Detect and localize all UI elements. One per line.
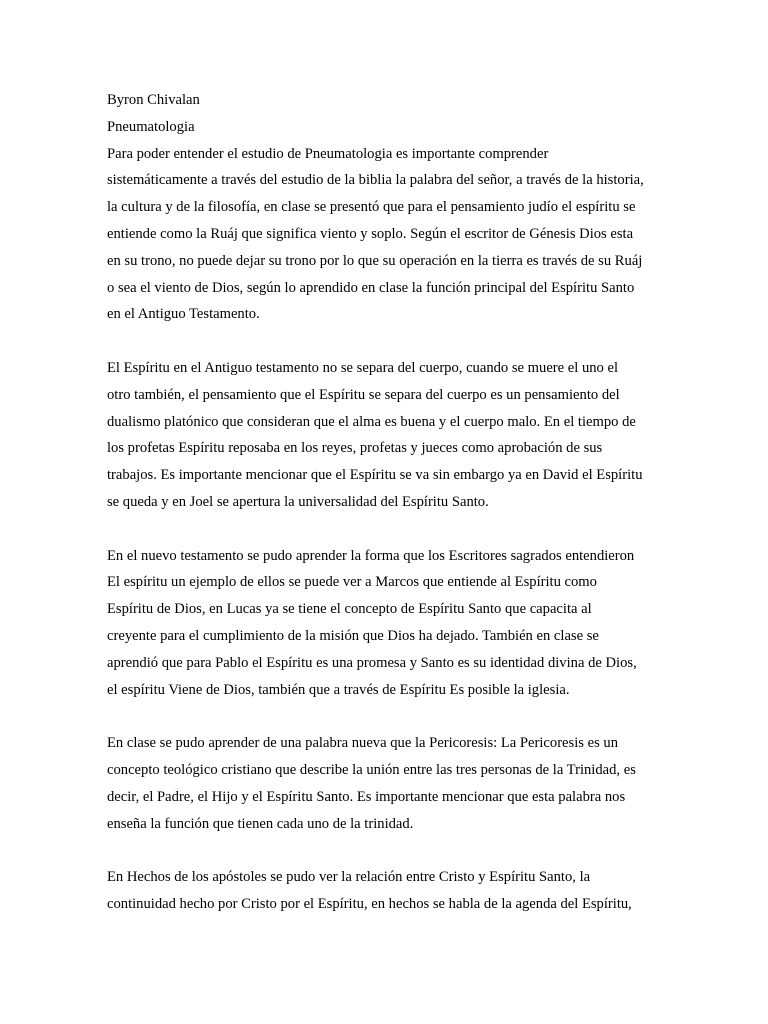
text-line: dualismo platónico que consideran que el alma es buena y el cuerpo malo. En el tiempo de (107, 413, 636, 430)
text-line: los profetas Espíritu reposaba en los reyes, profetas y jueces como aprobación de sus (107, 440, 603, 457)
text-line: o sea el viento de Dios, según lo aprendido en clase la función principal del Espíritu Santo (107, 279, 635, 296)
text-line: Espíritu de Dios, en Lucas ya se tiene el concepto de Espíritu Santo que capacita al (107, 601, 592, 618)
text-line: En Hechos de los apóstoles se pudo ver la relación entre Cristo y Espíritu Santo, la (107, 869, 591, 886)
text-line: entiende como la Ruáj que significa viento y soplo. Según el escritor de Génesis Dios esta (107, 225, 634, 242)
text-line: otro también, el pensamiento que el Espíritu se separa del cuerpo es un pensamiento del (107, 386, 620, 403)
text-line: el espíritu Viene de Dios, también que a través de Espíritu Es posible la iglesia. (107, 681, 570, 698)
text-line: trabajos. Es importante mencionar que el Espíritu se va sin embargo ya en David el Espíritu (107, 467, 643, 484)
text-line: continuidad hecho por Cristo por el Espíritu, en hechos se habla de la agenda del Espíritu, (107, 895, 632, 912)
paragraph-intro (107, 141, 667, 329)
text-line: concepto teológico cristiano que describe la unión entre las tres personas de la Trinidad, es (107, 761, 636, 778)
text-line: la cultura y de la filosofía, en clase se presentó que para el pensamiento judío el espíritu se (107, 199, 636, 216)
text-line: creyente para el cumplimiento de la misión que Dios ha dejado. También en clase se (107, 627, 599, 644)
text-line: sistemáticamente a través del estudio de la biblia la palabra del señor, a través de la historia, (107, 172, 644, 189)
text-line: en el Antiguo Testamento. (107, 306, 260, 323)
paragraph-acts (107, 864, 667, 918)
text-line: decir, el Padre, el Hijo y el Espíritu Santo. Es importante mencionar que esta palabra nos (107, 788, 626, 805)
document-subject: Pneumatologia (107, 118, 195, 135)
text-line: enseña la función que tienen cada uno de la trinidad. (107, 815, 414, 832)
paragraph-old-testament (107, 355, 667, 516)
text-line: En el nuevo testamento se pudo aprender la forma que los Escritores sagrados entendieron (107, 547, 635, 564)
author-name: Byron Chivalan (107, 92, 200, 108)
text-line: aprendió que para Pablo el Espíritu es una promesa y Santo es su identidad divina de Dios, (107, 654, 637, 671)
text-line: Para poder entender el estudio de Pneumatologia es importante comprender (107, 145, 549, 162)
document-page (107, 87, 667, 945)
text-line: En clase se pudo aprender de una palabra nueva que la Pericoresis: La Pericoresis es un (107, 735, 618, 752)
text-line: en su trono, no puede dejar su trono por lo que su operación en la tierra es través de su Ruáj (107, 252, 643, 269)
text-line: El Espíritu en el Antiguo testamento no se separa del cuerpo, cuando se muere el uno el (107, 359, 619, 376)
text-line: El espíritu un ejemplo de ellos se puede ver a Marcos que entiende al Espíritu como (107, 574, 597, 591)
paragraph-new-testament (107, 543, 667, 704)
text-line: se queda y en Joel se apertura la universalidad del Espíritu Santo. (107, 493, 489, 510)
paragraph-pericoresis (107, 730, 667, 837)
